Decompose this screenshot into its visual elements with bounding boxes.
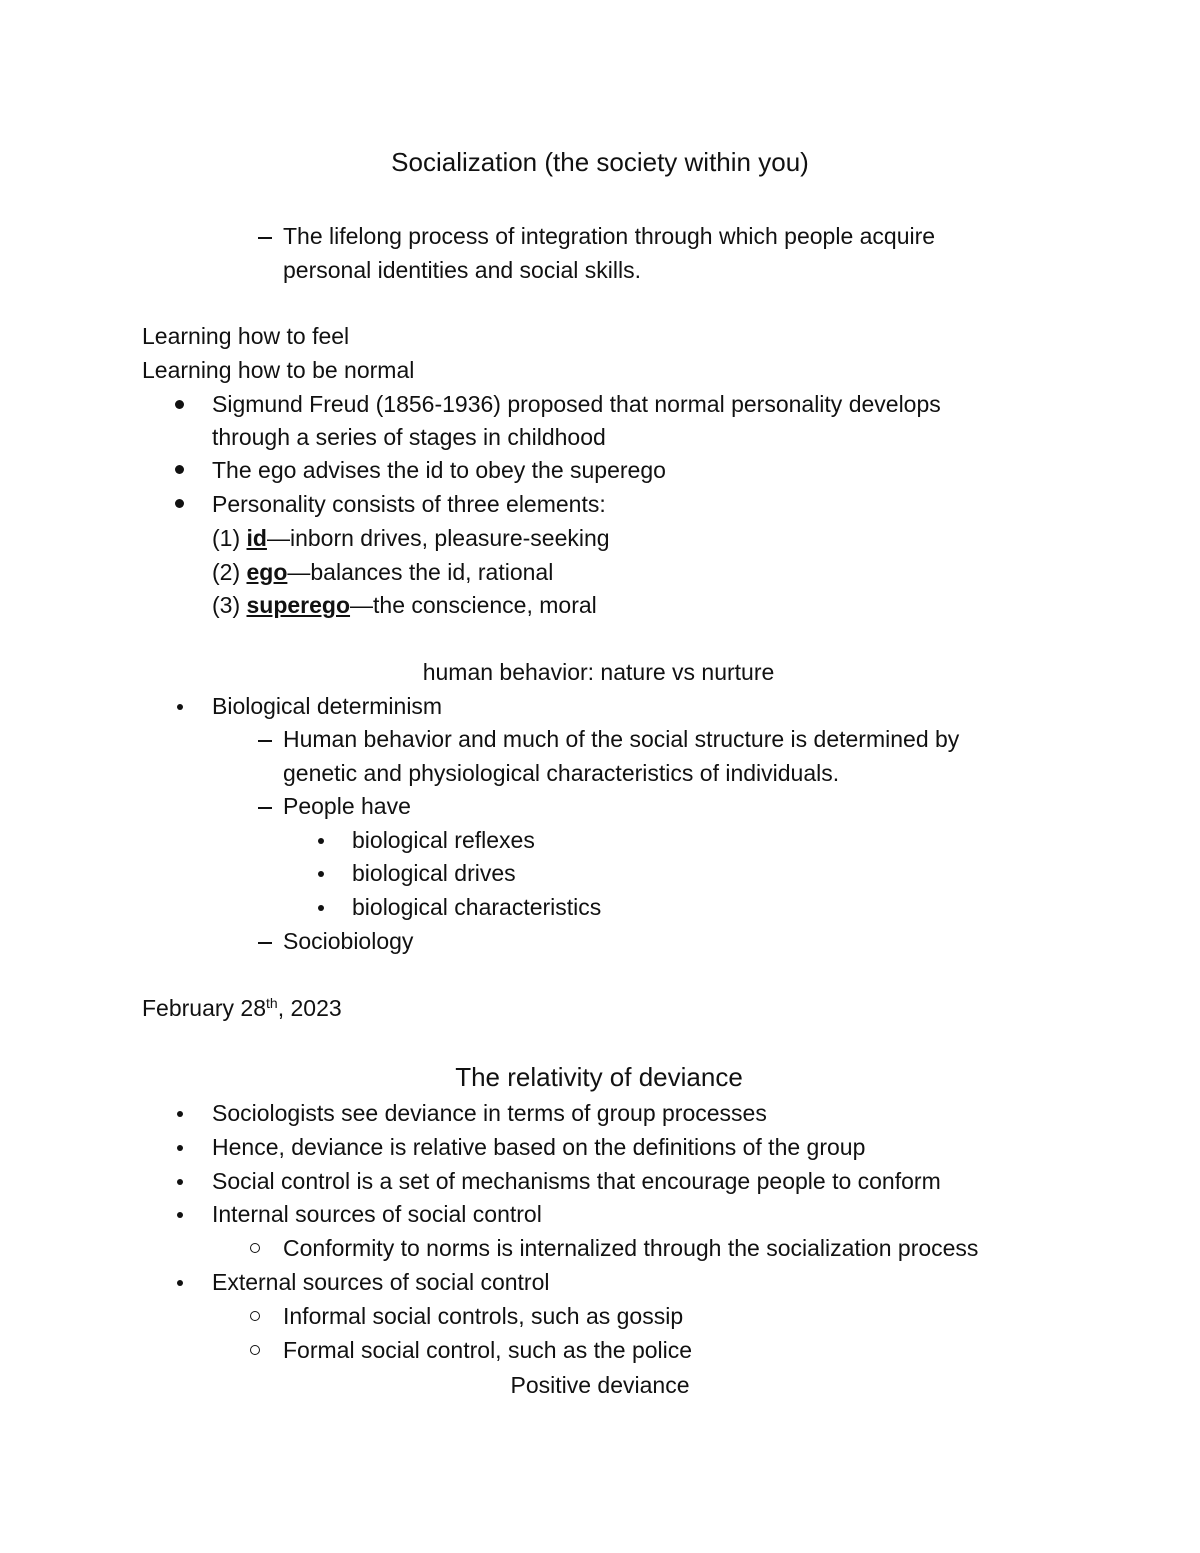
deviance-item: Hence, deviance is relative based on the definitions of the group — [212, 1134, 866, 1160]
biological-determinism: Biological determinism — [212, 693, 443, 719]
bullet-dot — [175, 499, 184, 508]
deviance-item: Social control is a set of mechanisms that encourage people to conform — [212, 1168, 941, 1194]
definition-line-2: personal identities and social skills. — [283, 257, 641, 283]
human-behavior-line-1: Human behavior and much of the social structure is determined by — [283, 726, 960, 752]
external-sub: Informal social controls, such as gossip — [283, 1303, 684, 1329]
deviance-item: Sociologists see deviance in terms of group processes — [212, 1100, 767, 1126]
bio-item: biological characteristics — [352, 894, 602, 920]
deviance-item: Internal sources of social control — [212, 1201, 542, 1227]
dash-marker — [258, 740, 272, 742]
bullet-dot — [177, 1179, 183, 1185]
element-superego: (3) superego—the conscience, moral — [212, 592, 597, 618]
circle-bullet — [250, 1243, 260, 1253]
nature-heading: human behavior: nature vs nurture — [422, 659, 775, 685]
bullet-dot — [177, 704, 183, 710]
human-behavior-line-2: genetic and physiological characteristics of individuals. — [283, 760, 840, 786]
bullet-dot — [177, 1111, 183, 1117]
dash-marker — [258, 237, 272, 239]
external-sources: External sources of social control — [212, 1269, 550, 1295]
positive-deviance: Positive deviance — [510, 1372, 690, 1398]
learning-normal: Learning how to be normal — [142, 357, 415, 383]
bullet-dot — [175, 400, 184, 409]
internal-sub: Conformity to norms is internalized through the socialization process — [283, 1235, 979, 1261]
external-sub: Formal social control, such as the police — [283, 1337, 693, 1363]
bullet-dot — [318, 871, 324, 877]
circle-bullet — [250, 1311, 260, 1321]
bullet-dot — [177, 1145, 183, 1151]
bullet-dot — [318, 838, 324, 844]
deviance-title: The relativity of deviance — [455, 1062, 743, 1092]
bullet-dot — [177, 1280, 183, 1286]
bullet-dot — [177, 1212, 183, 1218]
personality-line: Personality consists of three elements: — [212, 491, 606, 517]
circle-bullet — [250, 1345, 260, 1355]
bullet-dot — [318, 905, 324, 911]
ego-advises: The ego advises the id to obey the superego — [212, 457, 666, 483]
element-id: (1) id—inborn drives, pleasure-seeking — [212, 525, 610, 551]
definition-line-1: The lifelong process of integration through which people acquire — [283, 223, 936, 249]
freud-line-1: Sigmund Freud (1856-1936) proposed that normal personality develops — [212, 391, 941, 417]
date-line: February 28th, 2023 — [142, 995, 342, 1021]
sociobiology: Sociobiology — [283, 928, 414, 954]
socialization-title: Socialization (the society within you) — [391, 147, 809, 177]
people-have: People have — [283, 793, 411, 819]
term-id: id — [246, 525, 267, 551]
bio-item: biological drives — [352, 860, 516, 886]
bio-item: biological reflexes — [352, 827, 535, 853]
dash-marker — [258, 807, 272, 809]
term-ego: ego — [246, 559, 288, 585]
learning-feel: Learning how to feel — [142, 323, 350, 349]
element-ego: (2) ego—balances the id, rational — [212, 559, 554, 585]
dash-marker — [258, 942, 272, 944]
freud-line-2: through a series of stages in childhood — [212, 424, 606, 450]
bullet-dot — [175, 465, 184, 474]
term-superego: superego — [246, 592, 351, 618]
